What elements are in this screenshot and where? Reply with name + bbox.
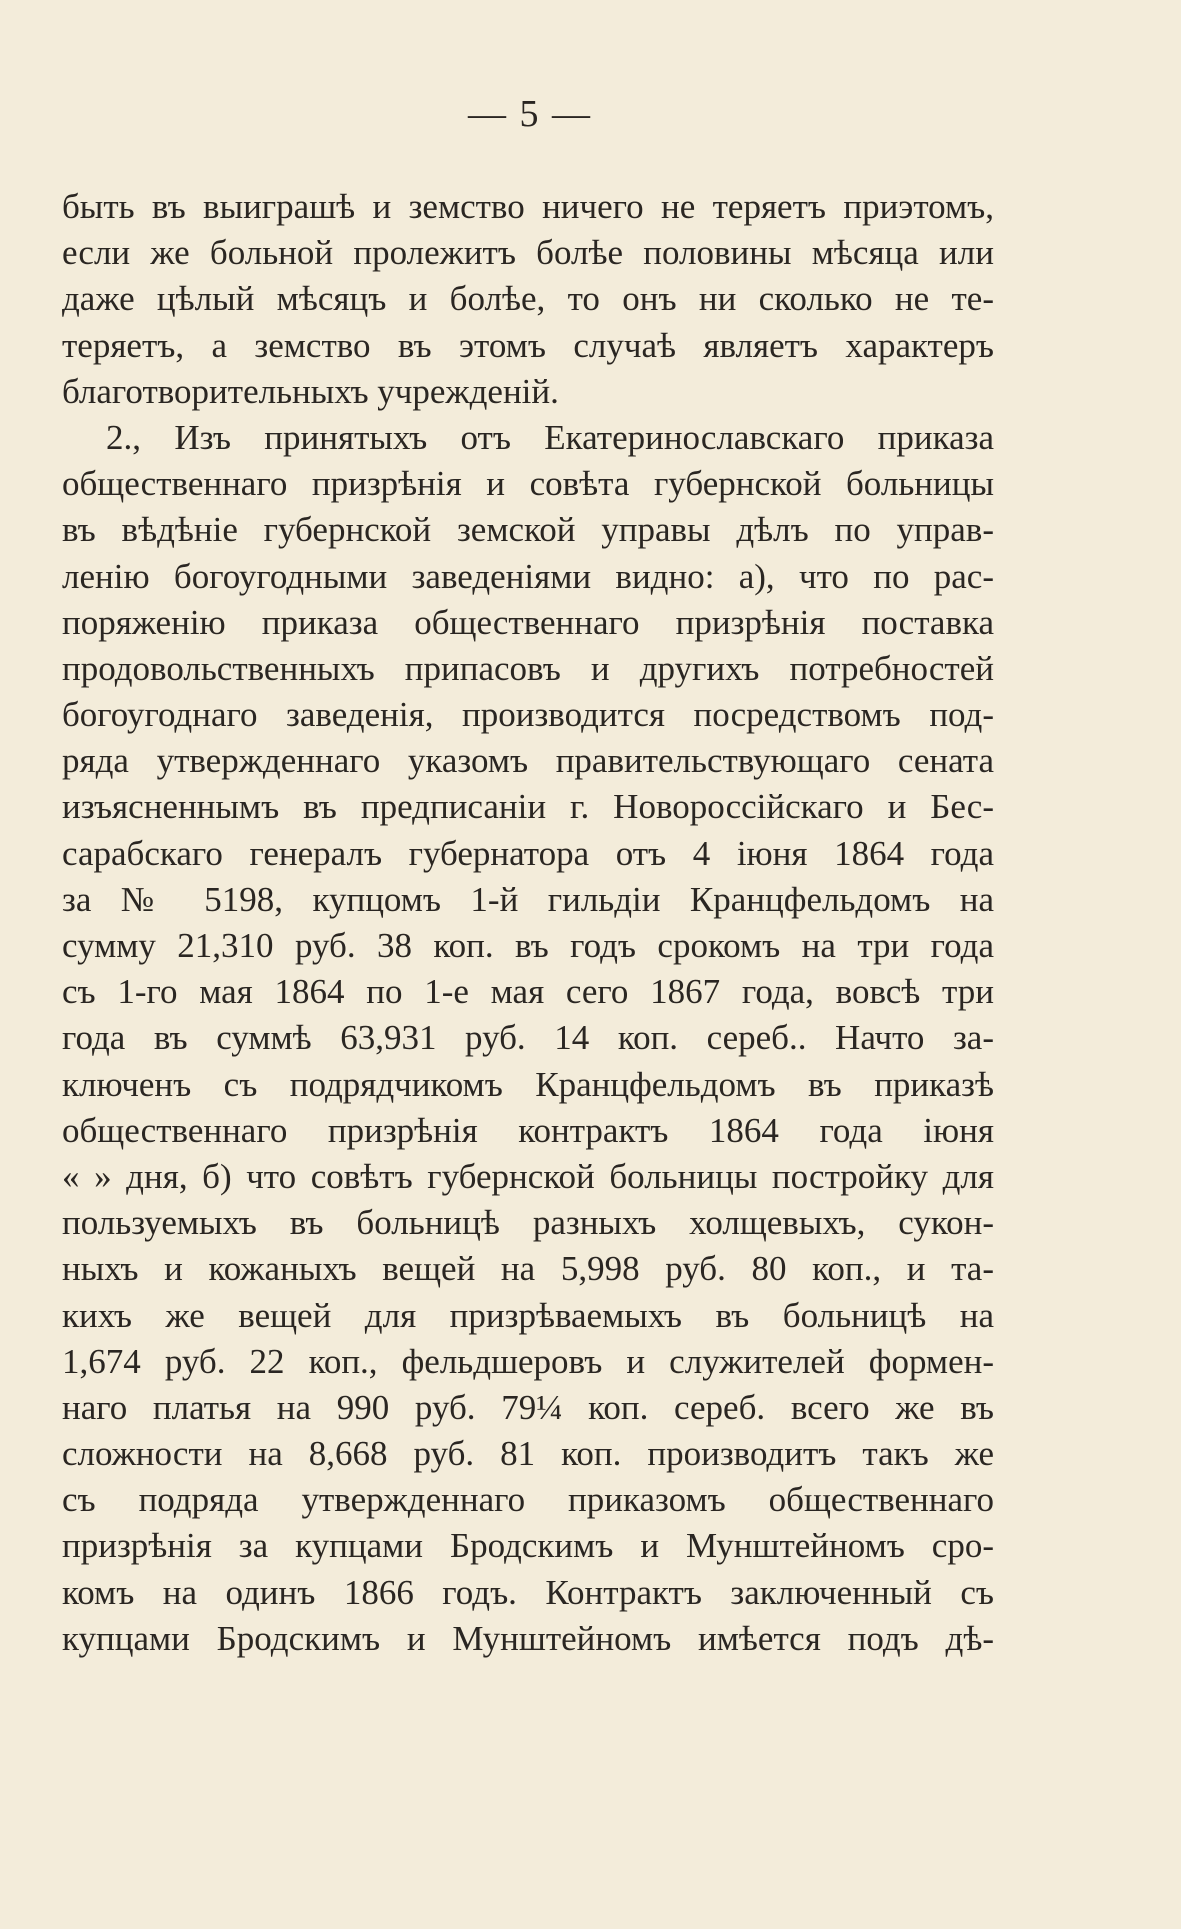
text-line: за № 5198, купцомъ 1-й гильдіи Кранцфельдомъ на xyxy=(62,879,994,919)
text-line: сумму 21,310 руб. 38 коп. въ годъ срокомъ на три года xyxy=(62,926,994,965)
text-line: богоугоднаго заведенія, производится посредствомъ под- xyxy=(62,695,994,735)
text-line: поряженію приказа общественнаго призрѣнія поставка xyxy=(62,602,994,642)
paragraph-start-line: 2., Изъ принятыхъ отъ Екатеринославскаго приказа xyxy=(106,417,994,457)
page-number: — 5 — xyxy=(468,93,592,135)
text-line: ключенъ съ подрядчикомъ Кранцфельдомъ въ приказѣ xyxy=(62,1064,994,1104)
text-line: 1,674 руб. 22 коп., фельдшеровъ и служителей формен- xyxy=(62,1341,994,1381)
text-line: благотворительныхъ учрежденій. xyxy=(62,371,559,411)
text-line: ряда утвержденнаго указомъ правительствующаго сената xyxy=(62,741,994,781)
text-line: сарабскаго генералъ губернатора отъ 4 іюня 1864 года xyxy=(62,833,994,873)
text-line: кихъ же вещей для призрѣваемыхъ въ больницѣ на xyxy=(62,1295,994,1335)
text-line: продовольственныхъ припасовъ и другихъ потребностей xyxy=(62,648,994,688)
text-line: въ вѣдѣніе губернской земской управы дѣлъ по управ- xyxy=(62,510,994,550)
text-line: даже цѣлый мѣсяцъ и болѣе, то онъ ни сколько не те- xyxy=(62,279,994,319)
text-line: призрѣнія за купцами Бродскимъ и Мунштейномъ сро- xyxy=(62,1526,994,1566)
text-line: быть въ выиграшѣ и земство ничего не теряетъ приэтомъ, xyxy=(62,187,994,226)
text-line: ленію богоугодными заведеніями видно: а), что по рас- xyxy=(62,556,994,596)
text-line: съ подряда утвержденнаго приказомъ общественнаго xyxy=(62,1480,994,1520)
text-line: купцами Бродскимъ и Мунштейномъ имѣется подъ дѣ- xyxy=(62,1618,994,1658)
text-line: наго платья на 990 руб. 79¼ коп. сереб. всего же въ xyxy=(62,1387,994,1427)
text-line: пользуемыхъ въ больницѣ разныхъ холщевыхъ, сукон- xyxy=(62,1203,994,1243)
text-line: общественнаго призрѣнія и совѣта губернской больницы xyxy=(62,464,994,504)
text-line: года въ суммѣ 63,931 руб. 14 коп. сереб.. Начто за- xyxy=(62,1018,994,1058)
text-line: комъ на одинъ 1866 годъ. Контрактъ заключенный съ xyxy=(62,1572,994,1612)
text-line: общественнаго призрѣнія контрактъ 1864 года іюня xyxy=(62,1110,994,1150)
text-line: съ 1-го мая 1864 по 1-е мая сего 1867 года, вовсѣ три xyxy=(62,972,994,1012)
text-line: если же больной пролежитъ болѣе половины мѣсяца или xyxy=(62,233,994,273)
text-line: сложности на 8,668 руб. 81 коп. производитъ такъ же xyxy=(62,1434,994,1474)
text-line: ныхъ и кожаныхъ вещей на 5,998 руб. 80 коп., и та- xyxy=(62,1249,994,1289)
text-line: теряетъ, а земство въ этомъ случаѣ являетъ характеръ xyxy=(62,325,994,365)
text-line: изъясненнымъ въ предписаніи г. Новороссійскаго и Бес- xyxy=(62,787,994,827)
body-text xyxy=(62,184,994,1662)
text-line: « » дня, б) что совѣтъ губернской больницы постройку для xyxy=(62,1156,994,1196)
